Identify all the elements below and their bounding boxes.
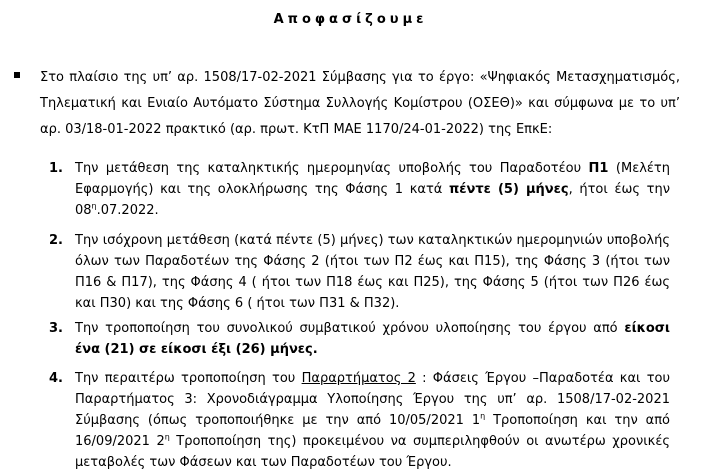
list-number: 4. xyxy=(49,371,63,386)
bullet-marker xyxy=(14,72,20,78)
list-number: 3. xyxy=(49,321,63,336)
list-item-text: Την τροποποίηση του συνολικού συμβατικού χρόνου υλοποίησης του έργου από είκοσι ένα (21) σε είκοσι έξι (26) μήνες. xyxy=(75,321,670,357)
intro-paragraph: Στο πλαίσιο της υπ’ αρ. 1508/17-02-2021 Σύμβασης για το έργο: «Ψηφιακός Μετασχηματισμός, Τηλεματική και Ενιαίο Αυτόματο Σύστημα Συλλογής Κομίστρου (ΟΣΕΘ)» και σύμφωνα με το υπ’ αρ. 03/18-01-2022 πρακτικό (αρ. πρωτ. ΚτΠ ΜΑΕ 1170/24-01-2022) της ΕπκΕ: xyxy=(40,70,680,137)
page-title: Αποφασίζουμε xyxy=(273,12,428,27)
list-number: 2. xyxy=(49,233,63,248)
list-item-text: Την ισόχρονη μετάθεση (κατά πέντε (5) μήνες) των καταληκτικών ημερομηνιών υποβολής όλων των Παραδοτέων της Φάσης 2 (ήτοι των Π2 έως και Π15), της Φάσης 3 (ήτοι των Π16 & Π17), της Φάσης 4 ( ήτοι των Π18 έως και Π25), της Φάσης 5 (ήτοι των Π26 έως και Π30) και της Φάσης 6 ( ήτοι των Π31 & Π32). xyxy=(75,233,670,311)
list-item-text: Την περαιτέρω τροποποίηση του Παραρτήματος 2 : Φάσεις Έργου –Παραδοτέα και του Παραρτήματος 3: Χρονοδιάγραμμα Υλοποίησης Έργου της υπ’ αρ. 1508/17-02-2021 Σύμβασης (όπως τροποποιήθηκε με την από 10/05/2021 $1^\eta$ Τροποποίηση και την από 16/09/2021 $2^\eta$ Τροποποίηση της) προκειμένου να συμπεριληφθούν οι ανωτέρω χρονικές μεταβολές των Φάσεων και των Παραδοτέων του Έργου. xyxy=(75,371,670,470)
list-number: 1. xyxy=(49,161,63,176)
list-item-text: Την μετάθεση της καταληκτικής ημερομηνίας υποβολής του Παραδοτέου Π1 (Μελέτη Εφαρμογής) και της ολοκλήρωσης της Φάσης 1 κατά πέντε (5) μήνες, ήτοι έως την $08^\eta.07.2022$. xyxy=(75,161,671,218)
